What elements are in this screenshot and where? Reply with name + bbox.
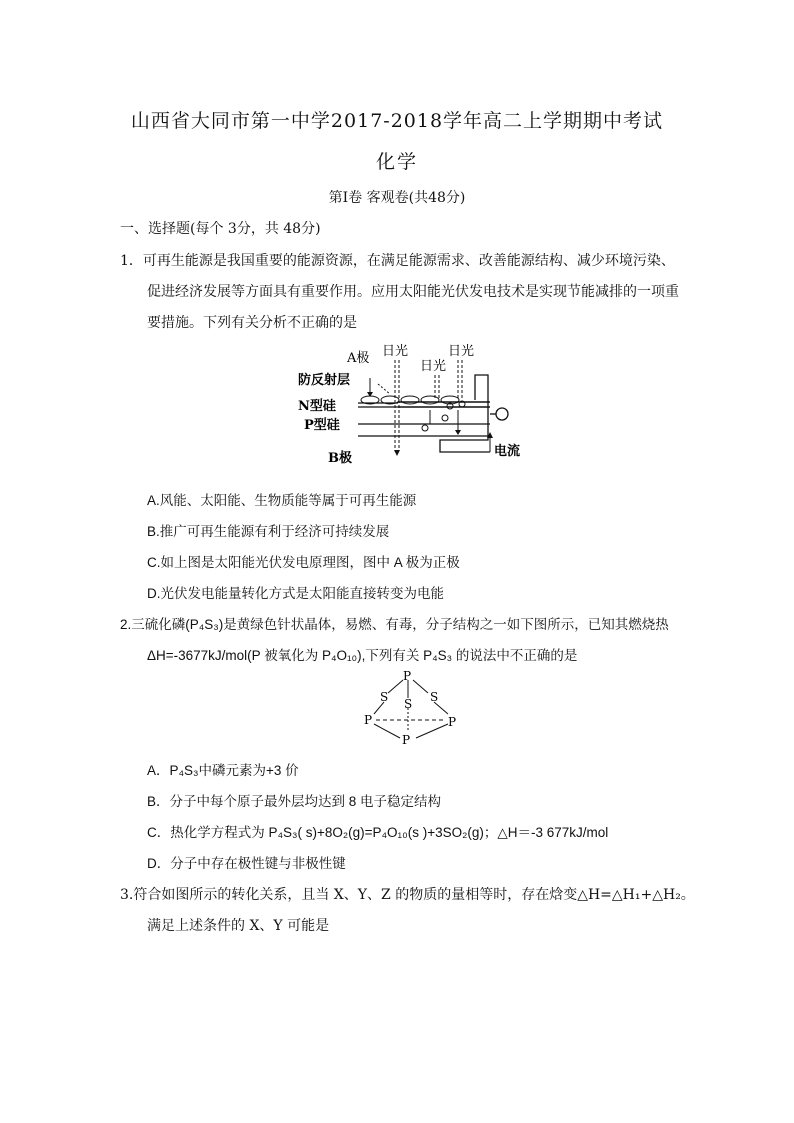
- q1-option-d: D.光伏发电能量转化方式是太阳能直接转变为电能: [147, 586, 444, 601]
- label-anti-reflection-coating: 防反射层: [298, 373, 351, 388]
- label-a-electrode: A极: [347, 351, 370, 366]
- q2-option-a: A．P₄S₃中磷元素为+3 价: [147, 763, 299, 778]
- label-b-electrode: B极: [328, 451, 352, 466]
- solar-cell-diagram: [290, 340, 530, 470]
- atom-s-middle: S: [404, 697, 413, 711]
- q3-stem-line1: 3.符合如图所示的转化关系，且当 X、Y、Z 的物质的量相等时，存在焓变△H=△H₁+△H₂。: [120, 887, 695, 903]
- label-sunlight-3: 日光: [448, 344, 475, 359]
- subject-title: 化学: [375, 151, 418, 173]
- q1-option-a: A.风能、太阳能、生物质能等属于可再生能源: [147, 493, 417, 508]
- q2-option-b: B．分子中每个原子最外层均达到 8 电子稳定结构: [147, 794, 442, 809]
- part1-heading: 一、选择题(每个 3分，共 48分): [120, 221, 321, 237]
- q2-stem-line2: ΔH=-3677kJ/mol(P 被氧化为 P₄O₁₀),下列有关 P₄S₃ 的说法中不正确的是: [147, 648, 578, 663]
- label-p-silicon: P型硅: [304, 418, 340, 433]
- q1-stem-line3: 要措施。下列有关分析不正确的是: [147, 315, 357, 331]
- q1-option-b: B.推广可再生能源有利于经济可持续发展: [147, 524, 390, 539]
- atom-s-left: S: [380, 690, 389, 704]
- q2-option-c: C．热化学方程式为 P₄S₃( s)+8O₂(g)=P₄O₁₀(s )+3SO₂(g)；△H＝-3 677kJ/mol: [147, 825, 609, 840]
- atom-p-bottom: P: [402, 733, 411, 747]
- atom-s-right: S: [430, 690, 439, 704]
- q1-stem-line2: 促进经济发展等方面具有重要作用。应用太阳能光伏发电技术是实现节能减排的一项重: [147, 284, 679, 300]
- q1-stem-line1: 1．可再生能源是我国重要的能源资源，在满足能源需求、改善能源结构、减少环境污染、: [120, 253, 675, 269]
- q2-stem-line1: 2.三硫化磷(P₄S₃)是黄绿色针状晶体，易燃、有毒，分子结构之一如下图所示，已知其燃烧热: [120, 617, 669, 632]
- atom-p-top: P: [403, 669, 412, 683]
- q2-option-d: D．分子中存在极性键与非极性键: [147, 856, 346, 871]
- label-sunlight-2: 日光: [420, 359, 447, 374]
- atom-p-left: P: [364, 713, 373, 727]
- q3-stem-line2: 满足上述条件的 X、Y 可能是: [147, 918, 330, 934]
- section-title: 第Ⅰ卷 客观卷(共48分): [328, 190, 466, 206]
- label-current: 电流: [494, 444, 521, 459]
- p4s3-structure-diagram: [358, 668, 468, 748]
- atom-p-right: P: [448, 715, 457, 729]
- q1-option-c: C.如上图是太阳能光伏发电原理图，图中 A 极为正极: [147, 555, 460, 570]
- label-sunlight-1: 日光: [382, 344, 409, 359]
- exam-title: 山西省大同市第一中学2017-2018学年高二上学期期中考试: [130, 110, 664, 132]
- label-n-silicon: N型硅: [298, 399, 336, 414]
